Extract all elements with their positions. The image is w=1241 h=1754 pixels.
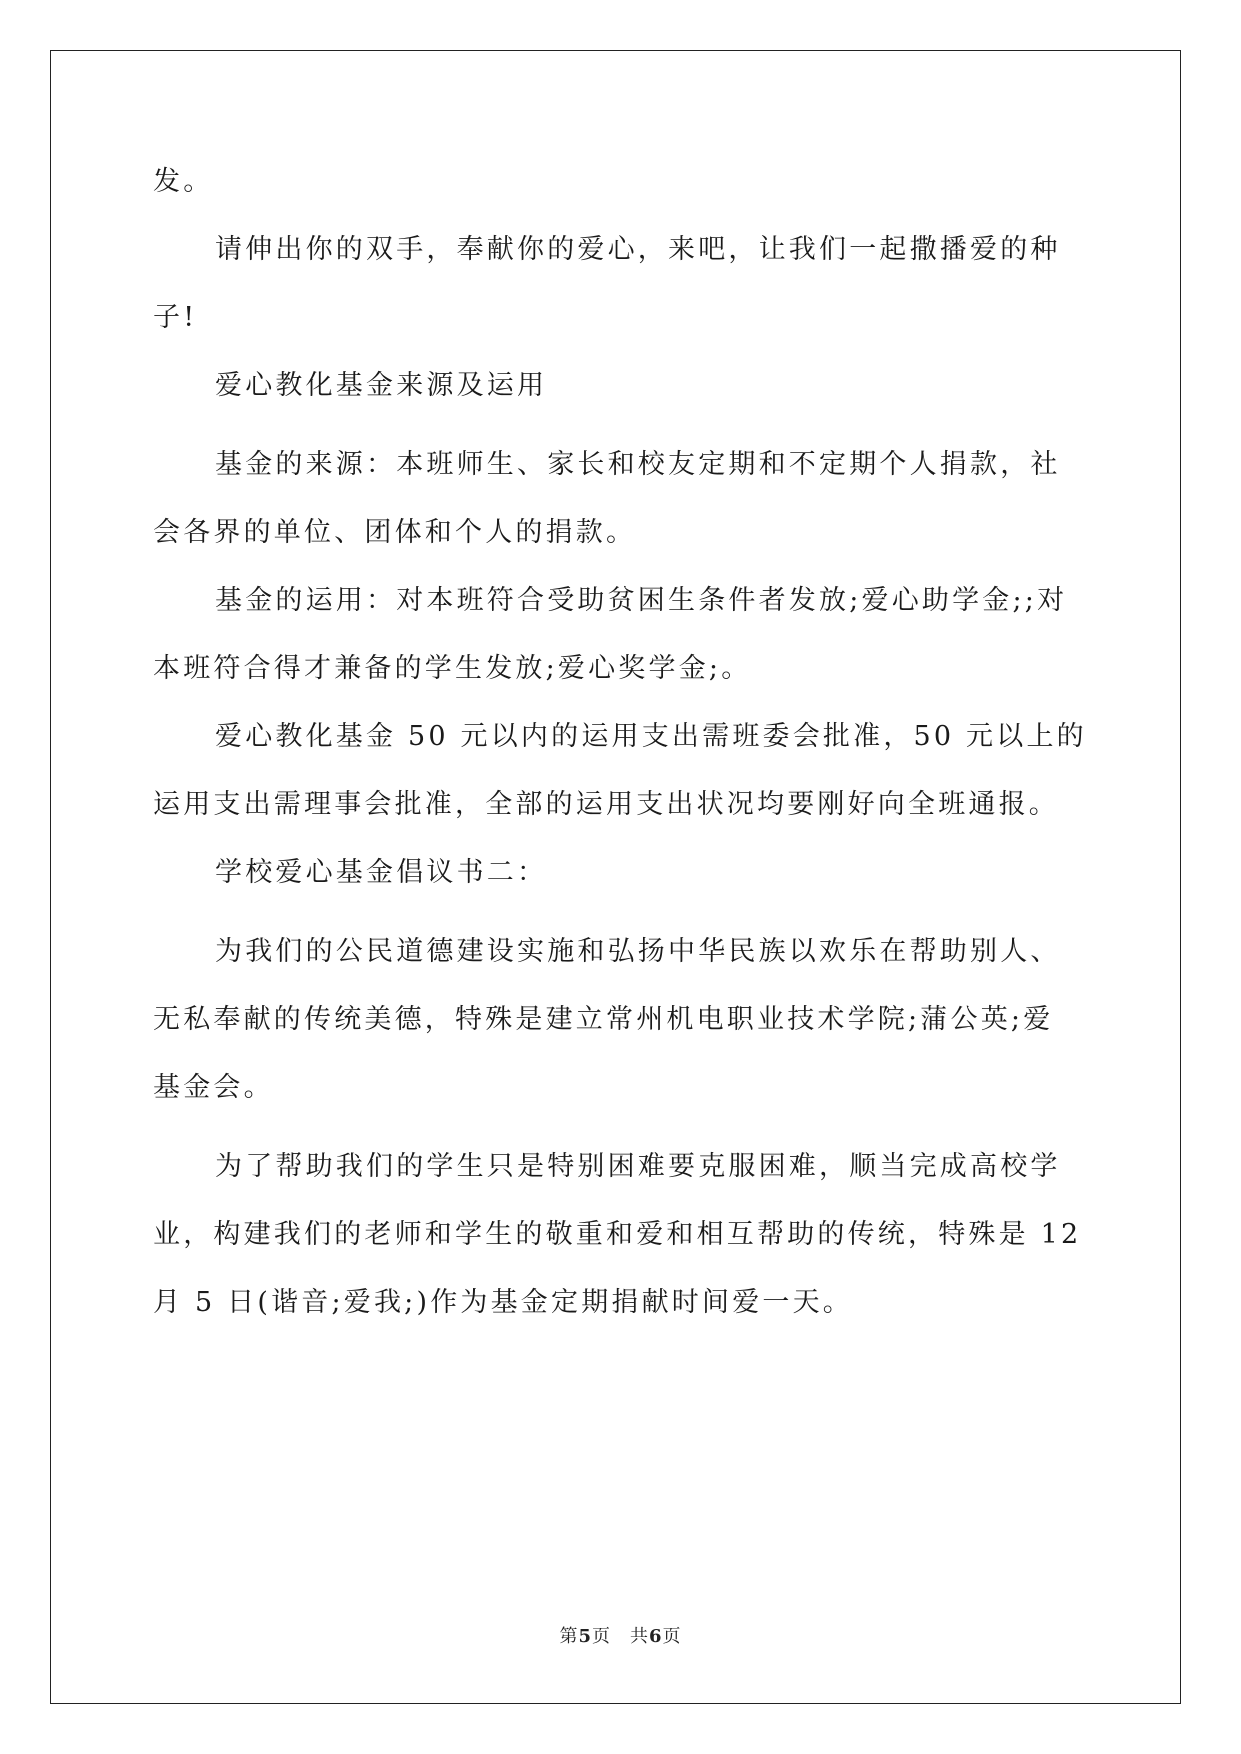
paragraph-line: 月 5 日(谐音;爱我;)作为基金定期捐献时间爱一天。: [153, 1287, 854, 1318]
paragraph-line: 会各界的单位、团体和个人的捐款。: [153, 517, 637, 548]
paragraph-line: 为了帮助我们的学生只是特别困难要克服困难，顺当完成高校学: [215, 1151, 1061, 1182]
section-heading: 爱心教化基金来源及运用: [215, 370, 548, 401]
page-label-suffix: 页: [662, 1626, 682, 1647]
paragraph-line: 基金的来源：本班师生、家长和校友定期和不定期个人捐款，社: [215, 449, 1061, 480]
paragraph-line: 业，构建我们的老师和学生的敬重和爱和相互帮助的传统，特殊是 12: [153, 1219, 1082, 1250]
page-footer: [0, 1622, 1241, 1648]
page-label-prefix: 第: [559, 1626, 579, 1647]
section-heading: 学校爱心基金倡议书二：: [215, 857, 548, 888]
paragraph-line: 运用支出需理事会批准，全部的运用支出状况均要刚好向全班通报。: [153, 789, 1059, 820]
paragraph-line: 基金会。: [153, 1072, 274, 1103]
total-page-number: 6: [649, 1626, 663, 1647]
paragraph-line: 子!: [153, 302, 198, 333]
paragraph-line: 爱心教化基金 50 元以内的运用支出需班委会批准，50 元以上的: [215, 721, 1087, 752]
paragraph-line: 为我们的公民道德建设实施和弘扬中华民族以欢乐在帮助别人、: [215, 936, 1061, 967]
paragraph-line: 本班符合得才兼备的学生发放;爱心奖学金;。: [153, 653, 752, 684]
current-page-number: 5: [578, 1626, 592, 1647]
page-label-mid: 页 共: [592, 1626, 649, 1647]
paragraph-line: 请伸出你的双手，奉献你的爱心，来吧，让我们一起撒播爱的种: [215, 234, 1061, 265]
paragraph-line: 基金的运用：对本班符合受助贫困生条件者发放;爱心助学金;;对: [215, 585, 1068, 616]
paragraph-line: 无私奉献的传统美德，特殊是建立常州机电职业技术学院;蒲公英;爱: [153, 1004, 1054, 1035]
paragraph-line: 发。: [153, 166, 214, 197]
